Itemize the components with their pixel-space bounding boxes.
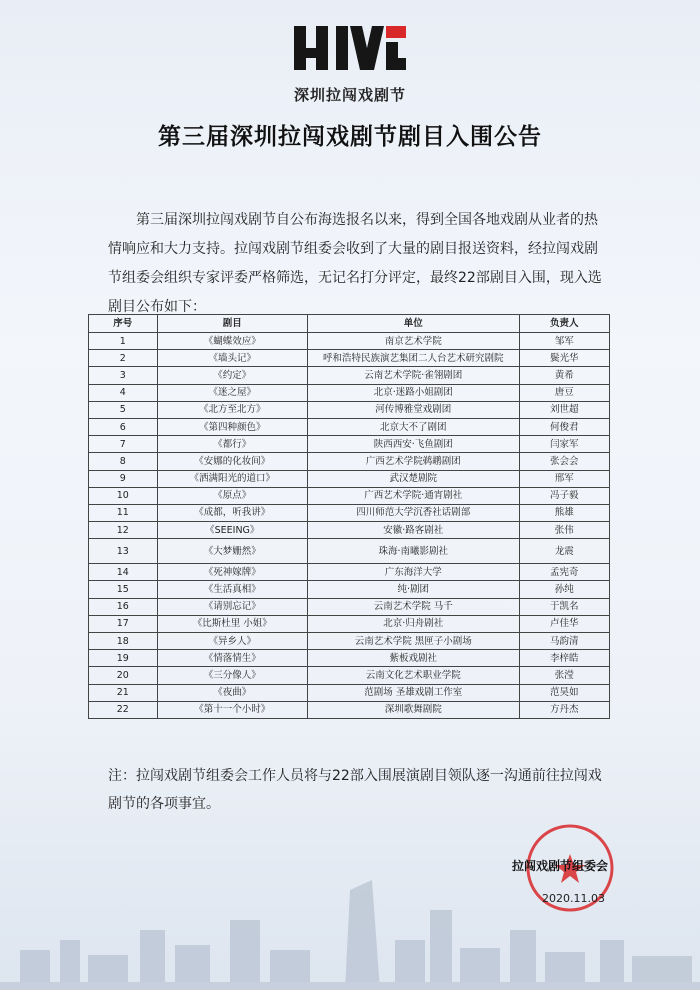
cell-index: 7 [89, 436, 158, 453]
cell-lead: 张会会 [519, 453, 609, 470]
cell-lead: 范昊如 [519, 684, 609, 701]
cell-lead: 方丹杰 [519, 701, 609, 718]
table-row [89, 633, 610, 650]
cell-index: 6 [89, 418, 158, 435]
cell-lead: 邢军 [519, 470, 609, 487]
cell-unit: 云南艺术学院 马千 [307, 598, 519, 615]
cell-unit: 云南艺术学院·雀翎剧团 [307, 367, 519, 384]
header-unit: 单位 [307, 315, 519, 333]
note-paragraph: 注：拉闯戏剧节组委会工作人员将与22部入围展演剧目领队逐一沟通前往拉闯戏剧节的各项事宜。 [108, 768, 602, 812]
table-row [89, 418, 610, 435]
cell-lead: 卢佳华 [519, 615, 609, 632]
cell-play: 《成都，听我讲》 [157, 504, 307, 521]
cell-unit: 武汉楚剧院 [307, 470, 519, 487]
cell-unit: 呼和浩特民族演艺集团二人台艺术研究剧院 [307, 350, 519, 367]
table-row [89, 701, 610, 718]
cell-index: 10 [89, 487, 158, 504]
cell-play: 《请别忘记》 [157, 598, 307, 615]
cell-play: 《大梦姗然》 [157, 539, 307, 564]
cell-unit: 四川师范大学沉香社话剧部 [307, 504, 519, 521]
cell-lead: 马韵清 [519, 633, 609, 650]
cell-index: 18 [89, 633, 158, 650]
cell-index: 2 [89, 350, 158, 367]
logo-mark [292, 22, 408, 82]
cell-unit: 纯·剧团 [307, 581, 519, 598]
cell-play: 《SEEING》 [157, 522, 307, 539]
cell-play: 《都行》 [157, 436, 307, 453]
cell-play: 《洒满阳光的道口》 [157, 470, 307, 487]
cell-index: 8 [89, 453, 158, 470]
cell-lead: 何俊君 [519, 418, 609, 435]
cell-lead: 邹军 [519, 333, 609, 350]
signature-org: 拉闯戏剧节组委会 [512, 859, 609, 873]
cell-lead: 熊雄 [519, 504, 609, 521]
cell-index: 4 [89, 384, 158, 401]
festival-logo [0, 22, 700, 105]
signature-date: 2020.11.03 [542, 892, 605, 905]
cell-index: 16 [89, 598, 158, 615]
table-row [89, 487, 610, 504]
cell-unit: 深圳歌舞剧院 [307, 701, 519, 718]
cell-unit: 河传博雅堂戏剧团 [307, 401, 519, 418]
table-row [89, 367, 610, 384]
entries-table [88, 314, 610, 719]
cell-index: 13 [89, 539, 158, 564]
table-row [89, 684, 610, 701]
cell-unit: 广东海洋大学 [307, 564, 519, 581]
cell-play: 《死神嫁牌》 [157, 564, 307, 581]
table-row [89, 581, 610, 598]
cell-play: 《第十一个小时》 [157, 701, 307, 718]
cell-play: 《第四种颜色》 [157, 418, 307, 435]
cell-play: 《原点》 [157, 487, 307, 504]
cell-lead: 刘世超 [519, 401, 609, 418]
cell-index: 22 [89, 701, 158, 718]
cell-play: 《蝴蝶效应》 [157, 333, 307, 350]
table-row [89, 539, 610, 564]
table-row [89, 384, 610, 401]
cell-index: 3 [89, 367, 158, 384]
page-title: 第三届深圳拉闯戏剧节剧目入围公告 [158, 124, 542, 150]
cell-play: 《墙头记》 [157, 350, 307, 367]
cell-index: 12 [89, 522, 158, 539]
cell-lead: 李梓皓 [519, 650, 609, 667]
table-row [89, 470, 610, 487]
cell-lead: 龙震 [519, 539, 609, 564]
cell-lead: 张滢 [519, 667, 609, 684]
cell-unit: 安徽·路客剧社 [307, 522, 519, 539]
header-lead: 负责人 [519, 315, 609, 333]
cell-index: 20 [89, 667, 158, 684]
cell-index: 17 [89, 615, 158, 632]
cell-unit: 北京大不了剧团 [307, 418, 519, 435]
cell-play: 《三分像人》 [157, 667, 307, 684]
cell-unit: 陕西西安·飞鱼剧团 [307, 436, 519, 453]
logo-wordmark: 深圳拉闯戏剧节 [293, 86, 406, 104]
cell-play: 《约定》 [157, 367, 307, 384]
table-row [89, 598, 610, 615]
cell-lead: 冯子毅 [519, 487, 609, 504]
header-play: 剧目 [157, 315, 307, 333]
table-row [89, 564, 610, 581]
cell-play: 《安娜的化妆间》 [157, 453, 307, 470]
cell-unit: 广西艺术学院·通宵剧社 [307, 487, 519, 504]
table-row [89, 333, 610, 350]
cell-play: 《异乡人》 [157, 633, 307, 650]
cell-play: 《北方至北方》 [157, 401, 307, 418]
cell-unit: 云南艺术学院 黑匣子小剧场 [307, 633, 519, 650]
cell-unit: 北京·归舟剧社 [307, 615, 519, 632]
cell-unit: 紫板戏剧社 [307, 650, 519, 667]
cell-unit: 范剧场 圣雄戏剧工作室 [307, 684, 519, 701]
cell-index: 1 [89, 333, 158, 350]
cell-lead: 闫家军 [519, 436, 609, 453]
table-row [89, 350, 610, 367]
cell-lead: 孟宪奇 [519, 564, 609, 581]
table-row [89, 650, 610, 667]
cell-play: 《比斯杜里 小姐》 [157, 615, 307, 632]
table-row [89, 453, 610, 470]
table-row [89, 615, 610, 632]
cell-lead: 张伟 [519, 522, 609, 539]
intro-paragraph: 第三届深圳拉闯戏剧节自公布海选报名以来，得到全国各地戏剧从业者的热情响应和大力支持。拉闯戏剧节组委会收到了大量的剧目报送资料，经拉闯戏剧节组委会组织专家评委严格筛选，无记名打分评定，最终22部剧目入围，现入选剧目公布如下： [108, 212, 602, 315]
cell-unit: 南京艺术学院 [307, 333, 519, 350]
cell-unit: 北京·迷路小姐剧团 [307, 384, 519, 401]
table-row [89, 504, 610, 521]
cell-unit: 云南文化艺术职业学院 [307, 667, 519, 684]
cell-lead: 黄希 [519, 367, 609, 384]
cell-index: 14 [89, 564, 158, 581]
header-index: 序号 [89, 315, 158, 333]
table-row [89, 667, 610, 684]
cell-unit: 广西艺术学院鹈鹕剧团 [307, 453, 519, 470]
cell-index: 11 [89, 504, 158, 521]
cell-play: 《夜曲》 [157, 684, 307, 701]
cell-play: 《生活真相》 [157, 581, 307, 598]
cell-index: 15 [89, 581, 158, 598]
cell-lead: 于凯名 [519, 598, 609, 615]
cell-unit: 珠海·南曦影剧社 [307, 539, 519, 564]
cell-index: 21 [89, 684, 158, 701]
cell-lead: 孙纯 [519, 581, 609, 598]
cell-index: 19 [89, 650, 158, 667]
cell-index: 5 [89, 401, 158, 418]
table-row [89, 401, 610, 418]
cell-lead: 唐豆 [519, 384, 609, 401]
table-row [89, 522, 610, 539]
cell-lead: 鬓光华 [519, 350, 609, 367]
table-header-row [89, 315, 610, 333]
cell-index: 9 [89, 470, 158, 487]
cell-play: 《情落情生》 [157, 650, 307, 667]
cell-play: 《迷之屋》 [157, 384, 307, 401]
table-row [89, 436, 610, 453]
